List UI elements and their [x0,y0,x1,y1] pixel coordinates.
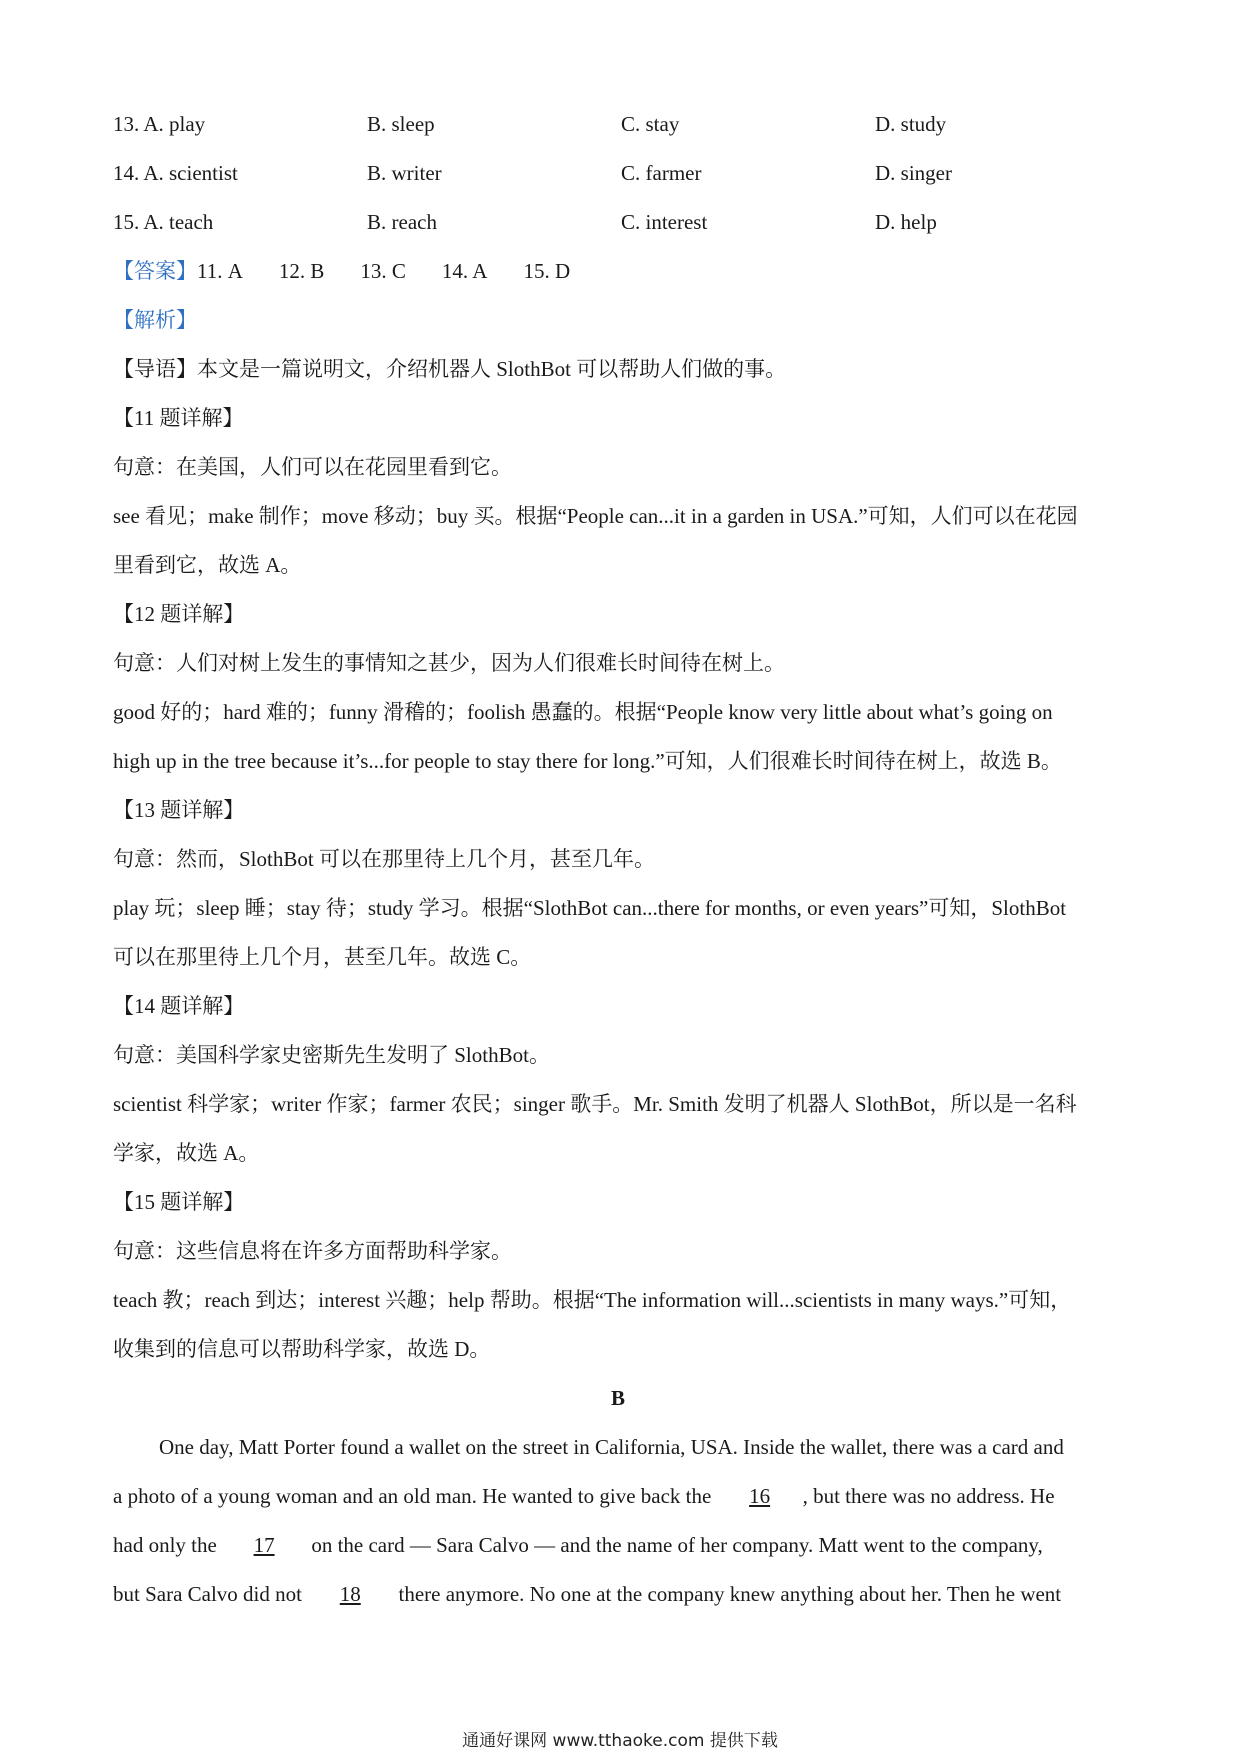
q13-meaning: 句意：然而，SlothBot 可以在那里待上几个月，甚至几年。 [113,847,655,871]
passage-line: One day, Matt Porter found a wallet on the street in California, USA. Inside the wallet, there was a card and [159,1435,1064,1459]
option-c: C. farmer [621,161,702,185]
passage-text: there anymore. No one at the company knew anything about her. Then he went [398,1582,1062,1606]
option-b: B. sleep [367,112,435,136]
option-b: B. reach [367,210,437,234]
option-c: C. interest [621,210,708,234]
analysis-label: 【解析】 [113,308,197,332]
footer-text: 通通好课网 www.tthaoke.com 提供下载 [462,1731,778,1751]
option-a: 15. A. teach [113,210,214,234]
passage-line [113,1472,1123,1521]
option-d: D. study [875,112,947,136]
q12-explanation: good 好的；hard 难的；funny 滑稽的；foolish 愚蠢的。根据“People know very little about what’s going on [113,700,1053,724]
answer-item: 11. A [197,259,243,283]
lead-text: 【导语】本文是一篇说明文，介绍机器人 SlothBot 可以帮助人们做的事。 [113,357,787,381]
q15-explanation: teach 教；reach 到达；interest 兴趣；help 帮助。根据“The information will...scientists in many ways.”可知， [113,1288,1072,1312]
option-b: B. writer [367,161,442,185]
q14-explanation-cont: 学家，故选 A。 [113,1141,260,1165]
option-d: D. help [875,210,937,234]
q11-meaning: 句意：在美国，人们可以在花园里看到它。 [113,455,512,479]
q15-explanation-cont: 收集到的信息可以帮助科学家，故选 D。 [113,1337,491,1361]
option-a: 14. A. scientist [113,161,238,185]
section-title: B [610,1386,625,1410]
passage-line [113,1521,1123,1570]
answer-label: 【答案】 [113,259,197,283]
q14-meaning: 句意：美国科学家史密斯先生发明了 SlothBot。 [113,1043,550,1067]
option-d: D. singer [875,161,952,185]
options-row-15 [113,198,1123,247]
passage-text: on the card — Sara Calvo — and the name of her company. Matt went to the company, [311,1533,1043,1557]
q15-heading: 【15 题详解】 [113,1190,245,1214]
passage-text: had only the [113,1533,217,1557]
q11-explanation: see 看见；make 制作；move 移动；buy 买。根据“People can...it in a garden in USA.”可知，人们可以在花园 [113,504,1078,528]
passage-text: a photo of a young woman and an old man. He wanted to give back the [113,1484,712,1508]
q13-explanation: play 玩；sleep 睡；stay 待；study 学习。根据“SlothBot can...there for months, or even years”可知，SlothBot [113,896,1067,920]
blank-16: 16 [749,1484,771,1508]
options-row-13 [113,100,1123,149]
option-a: 13. A. play [113,112,206,136]
q11-explanation-cont: 里看到它，故选 A。 [113,553,302,577]
q15-meaning: 句意：这些信息将在许多方面帮助科学家。 [113,1239,512,1263]
answer-item: 14. A [441,259,488,283]
passage-text: , but there was no address. He [802,1484,1055,1508]
answer-line [113,247,1123,296]
answer-item: 12. B [278,259,325,283]
q12-heading: 【12 题详解】 [113,602,245,626]
q11-heading: 【11 题详解】 [113,406,244,430]
options-row-14 [113,149,1123,198]
answer-item: 15. D [523,259,571,283]
q14-explanation: scientist 科学家；writer 作家；farmer 农民；singer 歌手。Mr. Smith 发明了机器人 SlothBot，所以是一名科 [113,1092,1077,1116]
blank-18: 18 [339,1582,361,1606]
q13-heading: 【13 题详解】 [113,798,245,822]
q14-heading: 【14 题详解】 [113,994,245,1018]
q13-explanation-cont: 可以在那里待上几个月，甚至几年。故选 C。 [113,945,532,969]
answer-item: 13. C [360,259,406,283]
passage-text: but Sara Calvo did not [113,1582,302,1606]
blank-17: 17 [253,1533,275,1557]
option-c: C. stay [621,112,680,136]
q12-explanation-cont: high up in the tree because it’s...for people to stay there for long.”可知，人们很难长时间待在树上，故选 B。 [113,749,1062,773]
q12-meaning: 句意：人们对树上发生的事情知之甚少，因为人们很难长时间待在树上。 [113,651,785,675]
document-page [113,100,1123,1619]
passage-line [113,1570,1123,1619]
